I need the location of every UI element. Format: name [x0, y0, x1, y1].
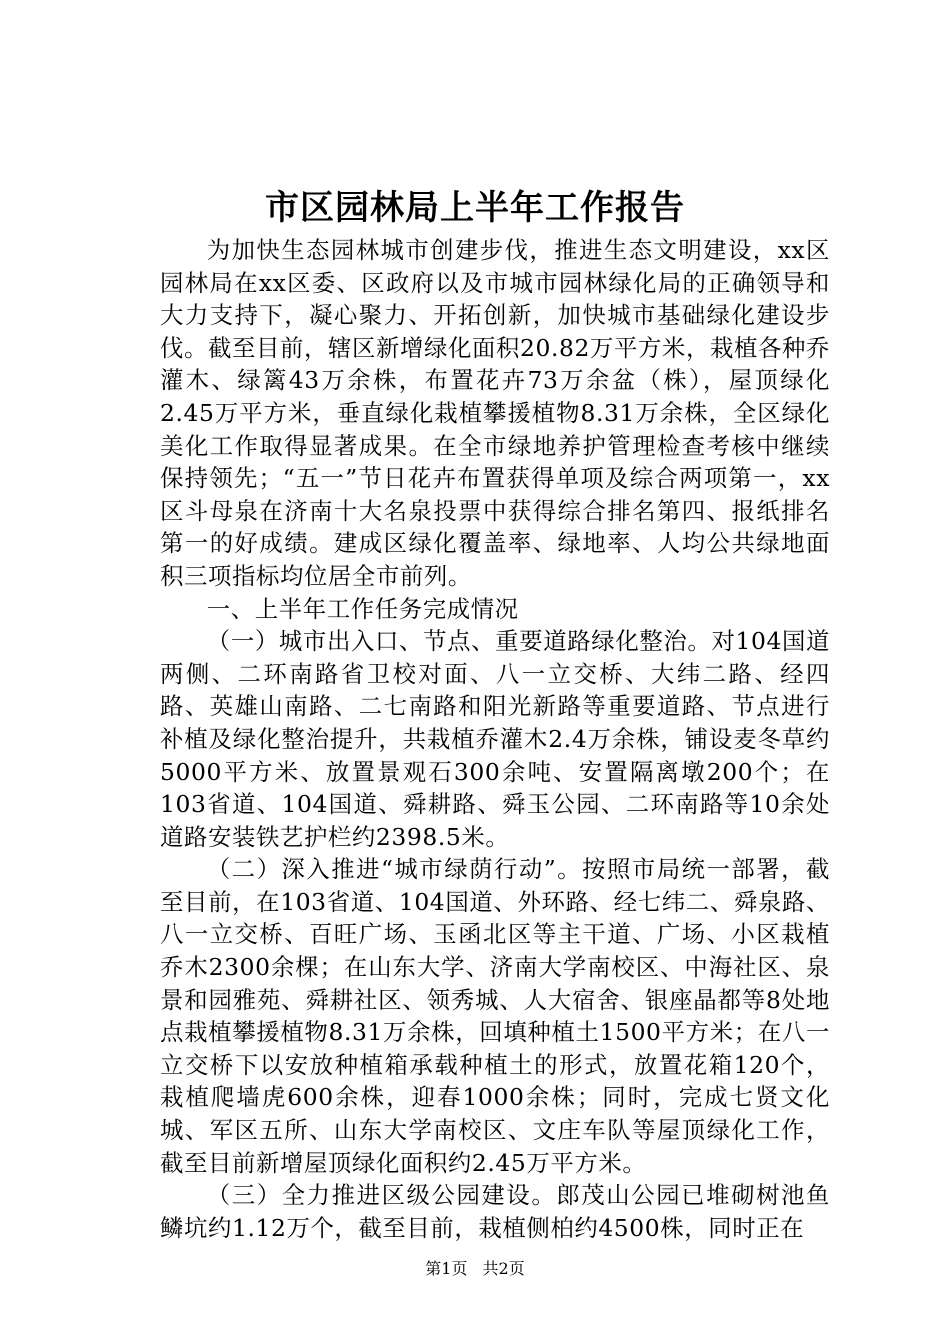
page-footer [0, 1258, 950, 1280]
page-total: 共2页 [482, 1259, 525, 1278]
section-heading: 一、上半年工作任务完成情况 [206, 594, 519, 623]
subsection-paragraph-3: （三）全力推进区级公园建设。郎茂山公园已堆砌树池鱼鳞坑约1.12万个，截至目前，栽植侧柏约4500株，同时正在 [160, 1181, 830, 1242]
document-title: 市区园林局上半年工作报告 [265, 188, 685, 228]
document-body [160, 234, 830, 1244]
page-number: 第1页 [425, 1259, 468, 1278]
intro-paragraph: 为加快生态园林城市创建步伐，推进生态文明建设，xx区园林局在xx区委、区政府以及市城市园林绿化局的正确领导和大力支持下，凝心聚力、开拓创新，加快城市基础绿化建设步伐。截至目前，辖区新增绿化面积20.82万平方米，栽植各种乔灌木、绿篱43万余株，布置花卉73万余盆（株），屋顶绿化2.45万平方米，垂直绿化栽植攀援植物8.31万余株，全区绿化美化工作取得显著成果。在全市绿地养护管理检查考核中继续保持领先；“五一”节日花卉布置获得单项及综合两项第一，xx区斗母泉在济南十大名泉投票中获得综合排名第四、报纸排名第一的好成绩。建成区绿化覆盖率、绿地率、人均公共绿地面积三项指标均位居全市前列。 [160, 236, 830, 590]
subsection-paragraph-1: （一）城市出入口、节点、重要道路绿化整治。对104国道两侧、二环南路省卫校对面、八一立交桥、大纬二路、经四路、英雄山南路、二七南路和阳光新路等重要道路、节点进行补植及绿化整治提升，共栽植乔灌木2.4万余株，铺设麦冬草约5000平方米、放置景观石300余吨、安置隔离墩200个；在103省道、104国道、舜耕路、舜玉公园、二环南路等10余处道路安装铁艺护栏约2398.5米。 [160, 627, 830, 851]
subsection-paragraph-2: （二）深入推进“城市绿荫行动”。按照市局统一部署，截至目前，在103省道、104国道、外环路、经七纬二、舜泉路、八一立交桥、百旺广场、玉函北区等主干道、广场、小区栽植乔木2300余棵；在山东大学、济南大学南校区、中海社区、泉景和园雅苑、舜耕社区、领秀城、人大宿舍、银座晶都等8处地点栽植攀援植物8.31万余株，回填种植土1500平方米；在八一立交桥下以安放种植箱承载种植土的形式，放置花箱120个，栽植爬墙虎600余株，迎春1000余株；同时，完成七贤文化城、军区五所、山东大学南校区、文庄车队等屋顶绿化工作，截至目前新增屋顶绿化面积约2.45万平方米。 [160, 855, 830, 1177]
